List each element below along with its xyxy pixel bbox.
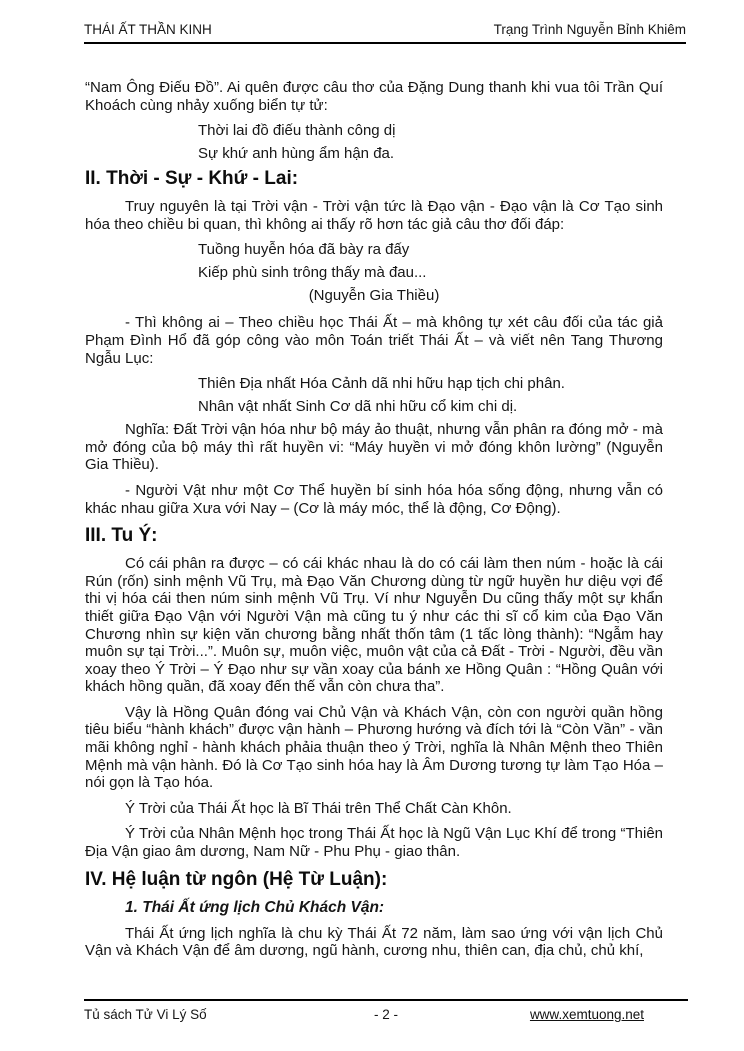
section-heading-iii: III. Tu Ý:: [85, 525, 158, 547]
page-header: [84, 22, 686, 38]
paragraph: Nghĩa: Đất Trời vận hóa như bộ máy ảo thuật, nhưng vẫn phân ra đóng mở - mà mở đóng của bộ máy thì rất huyền vi: “Máy huyền vi mở đóng khôn lường” (Nguyễn Gia Thiều).: [85, 421, 663, 474]
paragraph: Thái Ất ứng lịch nghĩa là chu kỳ Thái Ất 72 năm, làm sao ứng với vận lịch Chủ Vận và Khách Vận để âm dương, ngũ hành, cương nhu, thiên can, địa chủ, chủ khí,: [85, 924, 663, 960]
footer-library-name: Tủ sách Tử Vi Lý Số: [84, 1007, 207, 1022]
section-heading-iv: IV. Hệ luận từ ngôn (Hệ Từ Luận):: [85, 868, 388, 890]
section-heading-ii: II. Thời - Sự - Khứ - Lai:: [85, 168, 299, 190]
verse-line: Kiếp phù sinh trông thấy mà đau...: [198, 264, 427, 282]
footer-website-link[interactable]: www.xemtuong.net: [529, 1007, 644, 1022]
verse-line: Nhân vật nhất Sinh Cơ dã nhi hữu cổ kim chi dị.: [198, 398, 518, 416]
paragraph: “Nam Ông Điếu Đồ”. Ai quên được câu thơ của Đặng Dung thanh khi vua tôi Trần Quí Khoách cùng nhảy xuống biển tự tử:: [85, 79, 663, 114]
header-divider: [84, 42, 686, 44]
verse-line: Thời lai đồ điếu thành công dị: [198, 122, 396, 140]
paragraph: Vậy là Hồng Quân đóng vai Chủ Vận và Khách Vận, còn con người quần hồng tiêu biểu “hành khách” được vận hành – Phương hướng và đích tới là “Còn Vần” - vần mãi không nghỉ - hành khách phảia thuận theo ý Trời, nghĩa là Nhân Mệnh theo Thiên Mệnh mà vận hành. Đó là Cơ Tạo sinh hóa hay là Âm Dương tương tự làm Tạo Hóa – nói gọn là Tạo hóa.: [85, 703, 663, 792]
subsection-heading: 1. Thái Ất ứng lịch Chủ Khách Vận:: [125, 898, 385, 916]
verse-line: Thiên Địa nhất Hóa Cảnh dã nhi hữu hạp tịch chi phân.: [198, 375, 565, 393]
page-footer: [84, 999, 688, 1027]
paragraph: Ý Trời của Nhân Mệnh học trong Thái Ất học là Ngũ Vận Lục Khí để trong “Thiên Địa Vận giao âm dương, Nam Nữ - Phu Phụ - giao thân.: [85, 825, 663, 861]
paragraph: - Thì không ai – Theo chiều học Thái Ất – mà không tự xét câu đối của tác giả Phạm Đình Hổ đã góp công vào môn Toán triết Thái Ất – và viết nên Tang Thương Ngẫu Lục:: [85, 314, 663, 367]
verse-line: Sự khứ anh hùng ẩm hận đa.: [198, 145, 395, 163]
document-body: [85, 79, 663, 968]
paragraph: Có cái phân ra được – có cái khác nhau là do có cái làm then núm - hoặc là cái Rún (rốn) sinh mệnh Vũ Trụ, mà Đạo Văn Chương dùng từ ngữ huyền hư diệu vợi để thi vị hóa cái then núm sinh mệnh Vũ Trụ. Ví như Nguyễn Du cũng thấy một sự khẩn thiết giữa Đạo Vận với Người Vận mà cũng tu ý như các thi sĩ cổ kim của Đạo Văn Chương nhìn sự kiện văn chương bằng nhất thốn tâm (1 tấc lòng thành): “Ngẫm hay muôn sự tại Trời...”. Muôn sự, muôn việc, muôn vật của cả Đất - Trời - Người, đều vần xoay theo Ý Trời – Ý Đạo như sự vần xoay của bánh xe Hồng Quân : “Hồng Quân với khách hồng quần, đã xoay đến thế vẫn còn chưa tha”.: [85, 555, 663, 696]
verse-attribution: (Nguyễn Gia Thiều): [308, 287, 440, 305]
header-author: Trạng Trình Nguyễn Bỉnh Khiêm: [493, 22, 686, 37]
footer-page-number: - 2 -: [373, 1007, 398, 1022]
paragraph: Ý Trời của Thái Ất học là Bĩ Thái trên Thể Chất Càn Khôn.: [125, 799, 512, 817]
verse-line: Tuồng huyễn hóa đã bày ra đấy: [198, 241, 410, 259]
paragraph: - Người Vật như một Cơ Thể huyền bí sinh hóa hóa sống động, nhưng vẫn có khác nhau giữa Xưa với Nay – (Cơ là máy móc, thể là động, Cơ Động).: [85, 481, 663, 517]
paragraph: Truy nguyên là tại Trời vận - Trời vận tức là Đạo vận - Đạo vận là Cơ Tạo sinh hóa theo chiều bi quan, thì không ai thấy rõ hơn tác giả câu thơ đối đáp:: [85, 198, 663, 233]
header-book-title: THÁI ẤT THẦN KINH: [84, 22, 212, 37]
